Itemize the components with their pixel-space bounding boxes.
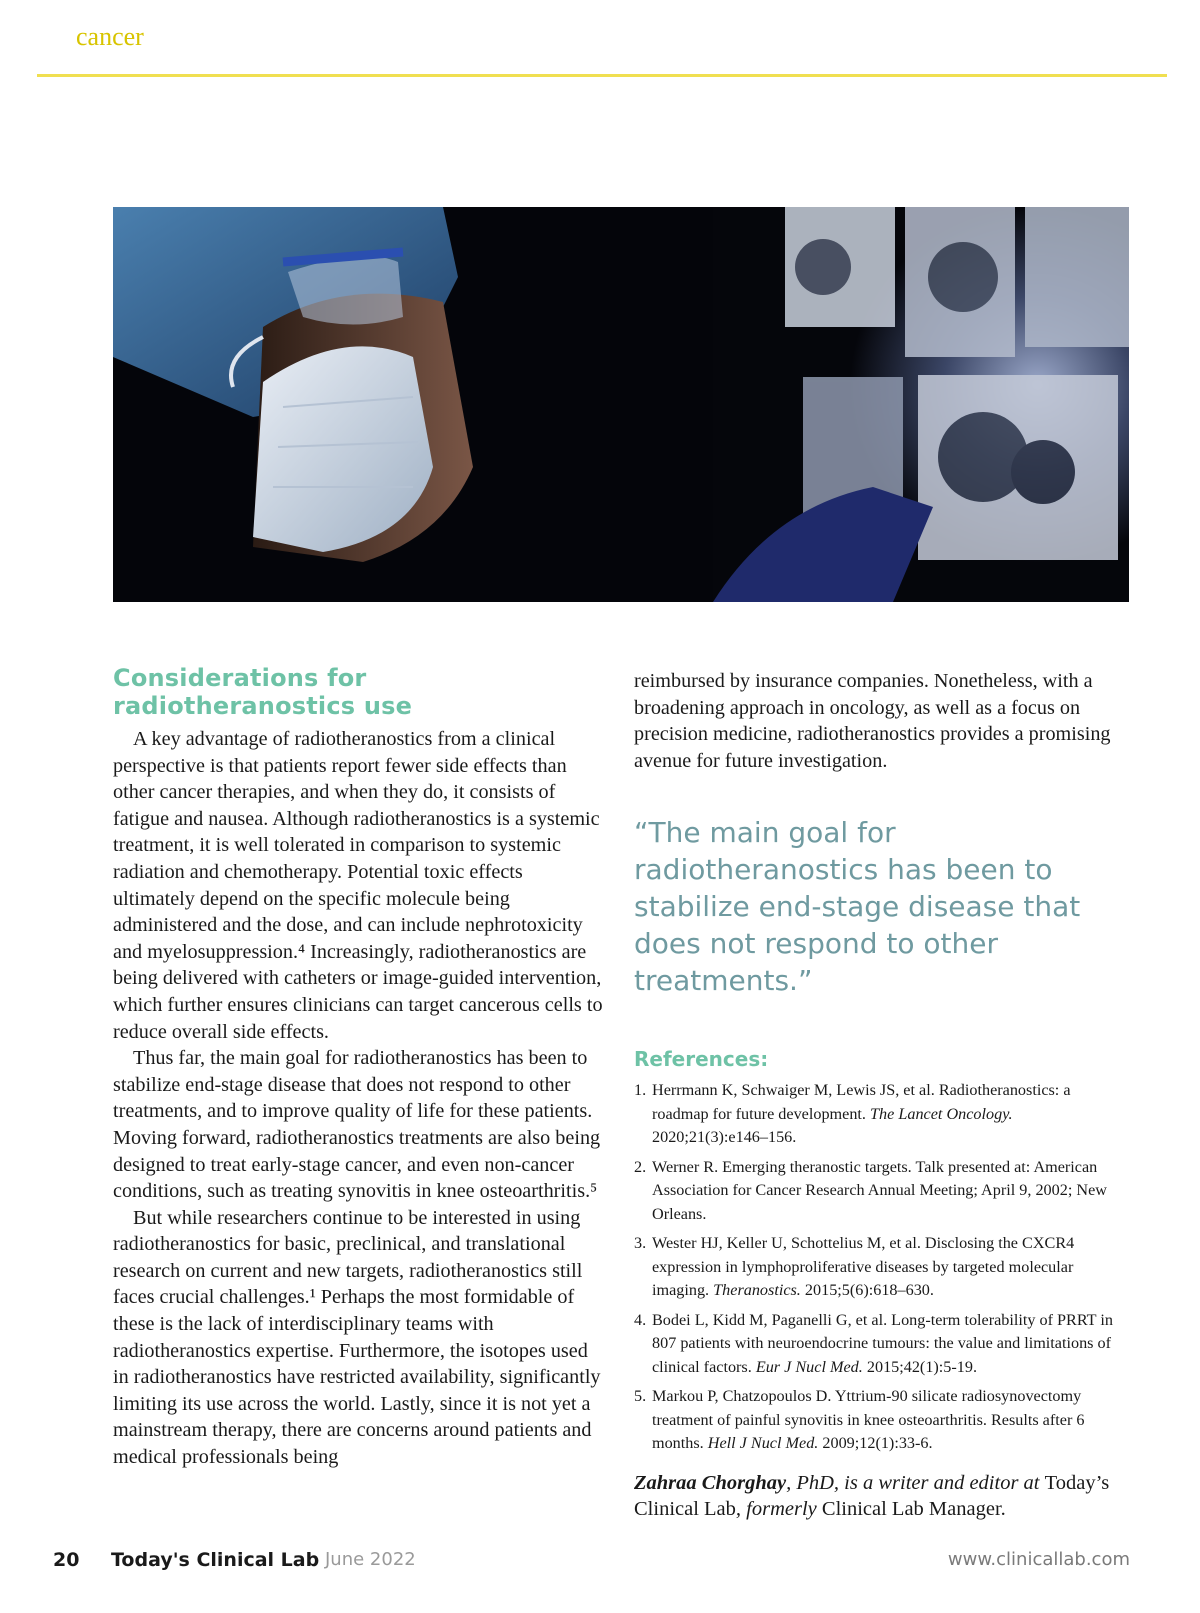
website-link[interactable]: www.clinicallab.com xyxy=(947,1549,1130,1570)
paragraph-2: Thus far, the main goal for radiotheranostics has been to stabilize end-stage disease that does not respond to other treatments, and to improve quality of life for these patients. Moving forward, radiotheranostics treatments are also being designed to treat early-stage cancer, and even non-cancer conditions, such as treating synovitis in knee osteoarthritis.⁵ xyxy=(113,1047,601,1203)
paragraph-1: A key advantage of radiotheranostics from a clinical perspective is that patients report fewer side effects than other cancer therapies, and when they do, it consists of fatigue and nausea. Although radiotheranostics is a systemic treatment, it is well tolerated in comparison to systemic radiation and chemotherapy. Potential toxic effects ultimately depend on the specific molecule being administered and the dose, and can include nephrotoxicity and myelosuppression.⁴ Increasingly, radiotheranostics are being delivered with catheters or image-guided intervention, which further ensures clinicians can target cancerous cells to reduce overall side effects. xyxy=(113,728,603,1043)
reference-item: 3. Wester HJ, Keller U, Schottelius M, et al. Disclosing the CXCR4 expression in lymphoproliferative diseases by targeted molecular imaging. Theranostics. 2015;5(6):618–630. xyxy=(634,1234,1075,1300)
page-number: 20 xyxy=(53,1549,80,1571)
references-list xyxy=(634,1079,1129,1456)
reference-item: 5. Markou P, Chatzopoulos D. Yttrium-90 silicate radiosynovectomy treatment of painful synovitis in knee osteoarthritis. Results after 6 months. Hell J Nucl Med. 2009;12(1):33-6. xyxy=(634,1387,1085,1453)
reference-item: 1. Herrmann K, Schwaiger M, Lewis JS, et al. Radiotheranostics: a roadmap for future development. The Lancet Oncology. 2020;21(3):e146–156. xyxy=(634,1081,1071,1147)
continuation-paragraph: reimbursed by insurance companies. Nonetheless, with a broadening approach in oncology, as well as a focus on precision medicine, radiotheranostics provides a promising avenue for future investigation. xyxy=(634,670,1111,772)
article-photo xyxy=(113,207,1129,602)
heading-line-1: Considerations for xyxy=(113,664,367,692)
references-heading: References: xyxy=(634,1047,769,1072)
issue-date: June 2022 xyxy=(325,1549,416,1570)
pull-quote: “The main goal for radiotheranostics has been to stabilize end-stage disease that does not respond to other treatments.” xyxy=(634,816,1081,998)
header-rule xyxy=(37,74,1167,77)
author-bio: Zahraa Chorghay, PhD, is a writer and editor at Today’s Clinical Lab, formerly Clinical Lab Manager. xyxy=(634,1471,1110,1521)
heading-line-2: radiotheranostics use xyxy=(113,692,413,720)
publication-name: Today's Clinical Lab xyxy=(111,1549,320,1571)
reference-item: 2. Werner R. Emerging theranostic targets. Talk presented at: American Association for Cancer Research Annual Meeting; April 9, 2002; New Orleans. xyxy=(634,1157,1107,1223)
left-column xyxy=(113,664,607,1471)
reference-item: 4. Bodei L, Kidd M, Paganelli G, et al. Long-term tolerability of PRRT in 807 patients with neuroendocrine tumours: the value and limitations of clinical factors. Eur J Nucl Med. 2015;42(1):5-19. xyxy=(634,1310,1113,1376)
section-heading xyxy=(113,664,607,720)
section-tag: cancer xyxy=(76,22,144,51)
paragraph-3: But while researchers continue to be interested in using radiotheranostics for basic, preclinical, and translational research on current and new targets, radiotheranostics still faces crucial challenges.¹ Perhaps the most formidable of these is the lack of interdisciplinary teams with radiotheranostics expertise. Furthermore, the isotopes used in radiotheranostics have restricted availability, significantly limiting its use across the world. Lastly, since it is not yet a mainstream therapy, there are concerns around patients and medical professionals being xyxy=(113,1206,601,1469)
right-column xyxy=(634,668,1129,1523)
